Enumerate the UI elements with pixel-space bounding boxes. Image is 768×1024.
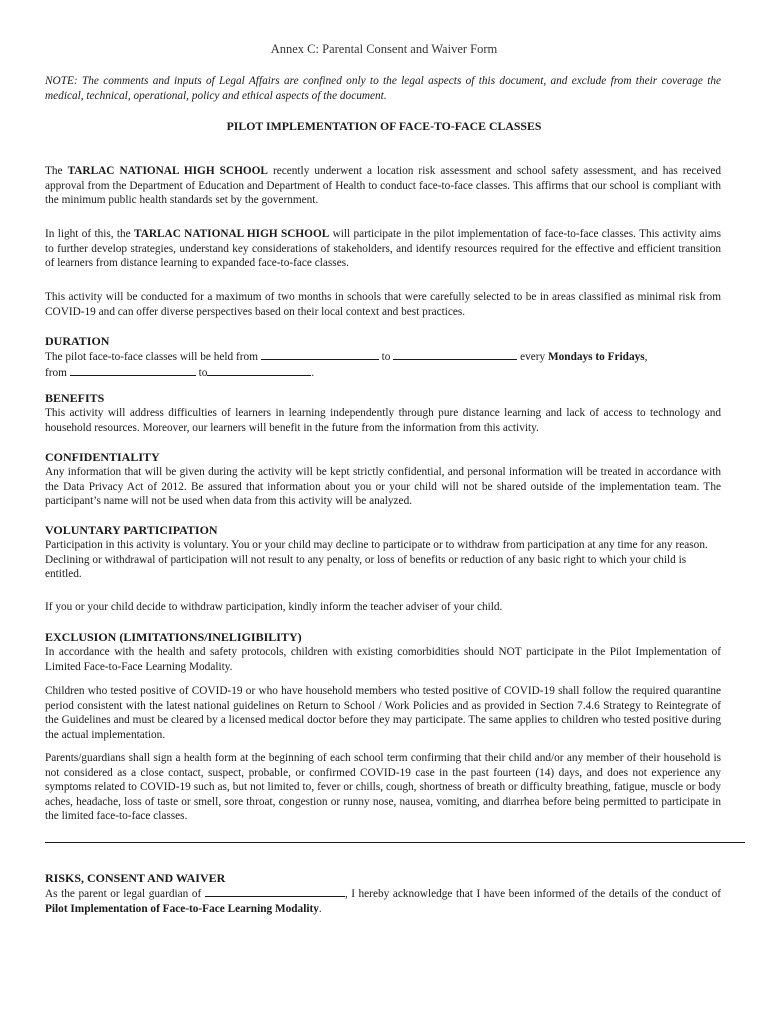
section-divider xyxy=(45,842,745,843)
end-time-blank[interactable] xyxy=(207,365,311,376)
duration-text: The pilot face-to-face classes will be held from to every Mondays to Fridays, from to . xyxy=(45,351,648,379)
confidentiality-text: Any information that will be given during the activity will be kept strictly confidential, and personal information will be treated in accordance with the Data Privacy Act of 2012. Be assured that information about you or your child will not be shared outside of the implementation team. The participant’s name will not be used when data from this activity will be analyzed. xyxy=(45,466,721,508)
end-date-blank[interactable] xyxy=(393,349,517,360)
risks-heading: RISKS, CONSENT AND WAIVER xyxy=(45,871,226,885)
withdraw-text: If you or your child decide to withdraw participation, kindly inform the teacher adviser of your child. xyxy=(45,601,503,613)
school-name: TARLAC NATIONAL HIGH SCHOOL xyxy=(67,165,268,177)
exclusion-paragraph-2: Children who tested positive of COVID-19 or who have household members who tested positive of COVID-19 shall follow the required quarantine period consistent with the latest national guidelines on Return to School / Work Policies and as provided in Section 7.4.6 Strategy to Reintegrate of the Guidelines and must be cleared by a licensed medical doctor before they may participate. The same applies to children who tested positive during the actual implementation. xyxy=(45,685,721,741)
school-name: TARLAC NATIONAL HIGH SCHOOL xyxy=(134,228,330,240)
start-date-blank[interactable] xyxy=(261,349,379,360)
duration-heading: DURATION xyxy=(45,334,110,348)
confidentiality-heading: CONFIDENTIALITY xyxy=(45,450,160,464)
intro-paragraph-3: This activity will be conducted for a maximum of two months in schools that were carefully selected to be in areas classified as minimal risk from COVID-19 and can offer diverse perspectives based on their local context and best practices. xyxy=(45,291,721,318)
child-name-blank[interactable] xyxy=(205,886,345,897)
exclusion-paragraph-3: Parents/guardians shall sign a health form at the beginning of each school term confirming that their child and/or any member of their household is not considered as a close contact, suspect, probable, or confirmed COVID-19 case in the past fourteen (14) days, and does not experience any symptoms related to COVID-19 such as, but not limited to, fever or chills, cough, shortness of breath or difficulty breathing, fatigue, muscle or body aches, headache, loss of taste or smell, sore throat, congestion or runny nose, nausea, vomiting, and diarrhea before being permitted to participate in the limited face-to-face classes. xyxy=(45,752,721,823)
benefits-text: This activity will address difficulties of learners in learning independently through pure distance learning and lack of access to technology and household resources. Moreover, our learners will benefit in the future from the information from this activity. xyxy=(45,407,721,434)
voluntary-heading: VOLUNTARY PARTICIPATION xyxy=(45,523,218,537)
intro-paragraph-1: The TARLAC NATIONAL HIGH SCHOOL recently underwent a location risk assessment and school safety assessment, and has received approval from the Department of Education and Department of Health to conduct face-to-face classes. This affirms that our school is compliant with the minimum public health standards set by the government. xyxy=(45,165,722,207)
exclusion-paragraph-1: In accordance with the health and safety protocols, children with existing comorbidities should NOT participate in the Pilot Implementation of Limited Face-to-Face Learning Modality. xyxy=(45,646,721,673)
intro-paragraph-2: In light of this, the TARLAC NATIONAL HIGH SCHOOL will participate in the pilot implementation of face-to-face classes. This activity aims to further develop strategies, understand key considerations of stakeholders, and identify resources required for the effective and efficient transition of learners from distance learning to expanded face-to-face classes. xyxy=(45,228,721,270)
voluntary-text: Participation in this activity is voluntary. You or your child may decline to participate or to withdraw from participation at any time for any reason. Declining or withdrawal of participation will not result to any penalty, or loss of benefits or reduction of any basic right to which your child is entitled. xyxy=(45,539,708,581)
start-time-blank[interactable] xyxy=(70,365,196,376)
document-title: PILOT IMPLEMENTATION OF FACE-TO-FACE CLASSES xyxy=(226,119,542,133)
exclusion-heading: EXCLUSION (LIMITATIONS/INELIGIBILITY) xyxy=(45,630,302,644)
consent-text: As the parent or legal guardian of , I hereby acknowledge that I have been informed of the details of the conduct of Pilot Implementation of Face-to-Face Learning Modality. xyxy=(45,888,721,915)
legal-note: NOTE: The comments and inputs of Legal Affairs are confined only to the legal aspects of this document, and exclude from their coverage the medical, technical, operational, policy and ethical aspects of the document. xyxy=(45,75,721,102)
annex-title: Annex C: Parental Consent and Waiver Form xyxy=(270,42,498,56)
benefits-heading: BENEFITS xyxy=(45,391,105,405)
